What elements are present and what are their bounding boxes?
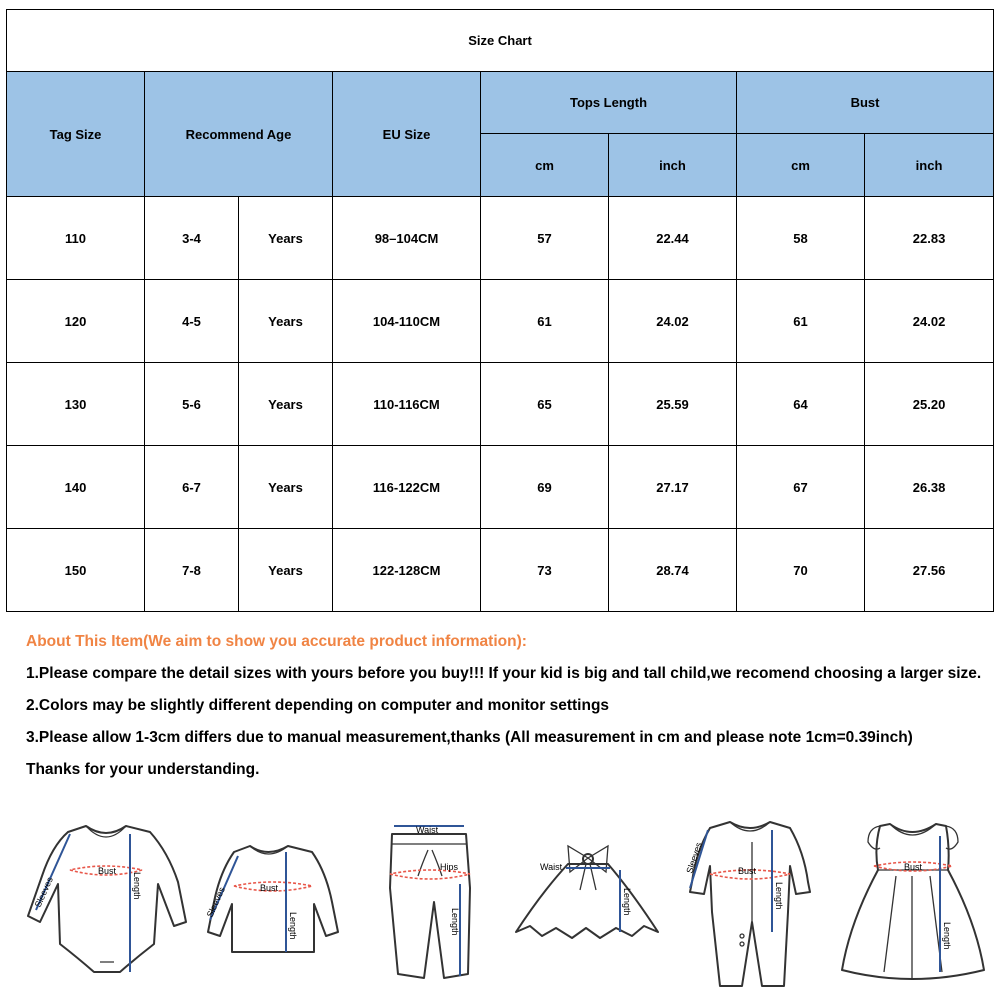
age-range-cell: 7-8 [145,529,239,612]
measurement-illustrations [0,812,1000,1000]
table-title: Size Chart [7,10,994,72]
header-bust-inch: inch [865,134,994,197]
age-unit-cell: Years [239,197,333,280]
notes-heading: About This Item(We aim to show you accurate product information): [26,633,527,650]
length-inch-cell: 27.17 [609,446,737,529]
product-notes [26,632,986,792]
waist-label: Waist [540,862,563,872]
age-range-cell: 6-7 [145,446,239,529]
age-range-cell: 3-4 [145,197,239,280]
size-chart-table [6,9,994,612]
header-eu-size: EU Size [333,72,481,197]
age-range-cell: 5-6 [145,363,239,446]
sleeves-label: Sleeves [684,841,704,875]
header-length-inch: inch [609,134,737,197]
length-inch-cell: 25.59 [609,363,737,446]
header-length-cm: cm [481,134,609,197]
length-inch-cell: 24.02 [609,280,737,363]
age-unit-cell: Years [239,446,333,529]
bust-label: Bust [738,866,757,876]
header-bust: Bust [737,72,994,134]
age-unit-cell: Years [239,363,333,446]
length-label: Length [450,908,460,936]
table-row [7,446,994,529]
length-label: Length [942,922,952,950]
note-item: 1.Please compare the detail sizes with yours before you buy!!! If your kid is big and tall child,we recomend choosing a larger size. [26,665,982,682]
tag-size-cell: 150 [7,529,145,612]
length-cm-cell: 65 [481,363,609,446]
tag-size-cell: 120 [7,280,145,363]
bust-label: Bust [904,862,923,872]
note-item: 2.Colors may be slightly different depending on computer and monitor settings [26,697,610,714]
bust-cm-cell: 58 [737,197,865,280]
eu-size-cell: 110-116CM [333,363,481,446]
eu-size-cell: 116-122CM [333,446,481,529]
bust-cm-cell: 61 [737,280,865,363]
length-cm-cell: 57 [481,197,609,280]
pants-icon [378,812,483,992]
table-row [7,280,994,363]
bust-inch-cell: 25.20 [865,363,994,446]
tutu-skirt-icon [508,812,668,982]
length-inch-cell: 28.74 [609,529,737,612]
bodysuit-icon [18,812,193,982]
waist-label: Waist [416,825,439,835]
bust-cm-cell: 70 [737,529,865,612]
length-cm-cell: 61 [481,280,609,363]
tag-size-cell: 110 [7,197,145,280]
length-label: Length [288,912,298,940]
note-item: 3.Please allow 1-3cm differs due to manual measurement,thanks (All measurement in cm and please note 1cm=0.39inch) [26,729,913,746]
eu-size-cell: 104-110CM [333,280,481,363]
bust-label: Bust [98,866,117,876]
length-cm-cell: 73 [481,529,609,612]
bust-inch-cell: 24.02 [865,280,994,363]
length-label: Length [622,888,632,916]
thanks-text: Thanks for your understanding. [26,761,260,778]
bust-label: Bust [260,883,279,893]
header-recommend-age: Recommend Age [145,72,333,197]
romper-icon [680,812,820,992]
table-row [7,197,994,280]
tag-size-cell: 140 [7,446,145,529]
sleeves-label: Sleeves [32,875,55,909]
bust-inch-cell: 26.38 [865,446,994,529]
bust-inch-cell: 27.56 [865,529,994,612]
age-unit-cell: Years [239,280,333,363]
header-tops-length: Tops Length [481,72,737,134]
dress-icon [838,812,988,992]
bust-cm-cell: 64 [737,363,865,446]
length-label: Length [132,872,142,900]
table-row [7,363,994,446]
age-unit-cell: Years [239,529,333,612]
bust-cm-cell: 67 [737,446,865,529]
tag-size-cell: 130 [7,363,145,446]
header-bust-cm: cm [737,134,865,197]
hips-label: Hips [440,862,459,872]
eu-size-cell: 98–104CM [333,197,481,280]
bust-inch-cell: 22.83 [865,197,994,280]
length-label: Length [774,882,784,910]
eu-size-cell: 122-128CM [333,529,481,612]
long-sleeve-top-icon [198,812,348,982]
table-row [7,529,994,612]
length-cm-cell: 69 [481,446,609,529]
sleeves-label: Sleeves [204,885,227,919]
header-tag-size: Tag Size [7,72,145,197]
length-inch-cell: 22.44 [609,197,737,280]
age-range-cell: 4-5 [145,280,239,363]
